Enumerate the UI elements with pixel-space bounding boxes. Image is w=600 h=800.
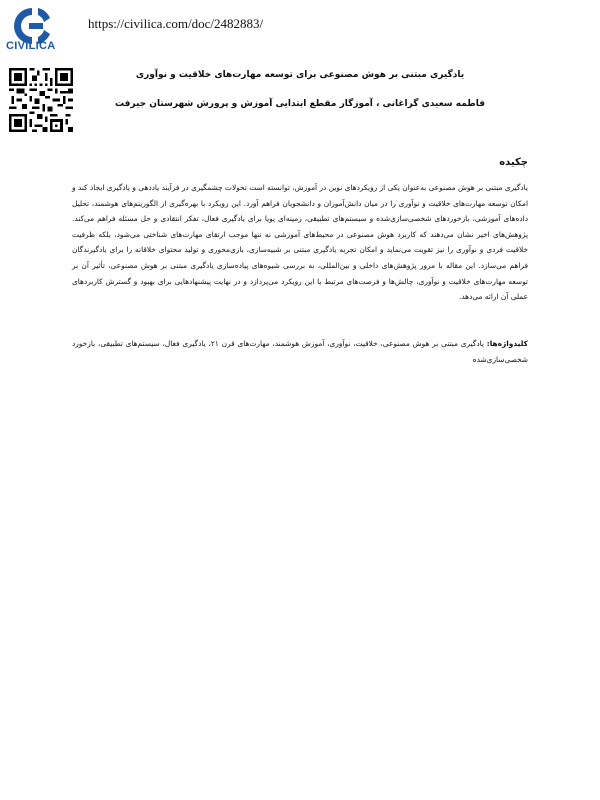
paper-authors: فاطمه سعیدی گراغانی ، آموزگار مقطع ابتدایی آموزش و پرورش شهرستان جیرفت	[114, 99, 486, 109]
paper-title: یادگیری مبتنی بر هوش مصنوعی برای توسعه مهارت‌های خلاقیت و نوآوری	[135, 70, 465, 80]
document-url[interactable]: https://civilica.com/doc/2482883/	[88, 16, 264, 31]
abstract-heading: چکیده	[499, 157, 528, 168]
logo-wordmark: CIVILICA	[6, 40, 56, 52]
abstract-text: یادگیری مبتنی بر هوش مصنوعی به‌عنوان یکی از رویکردهای نوین در آموزش، توانسته است تحولات چشمگیری در فرآیند یاددهی و یادگیری ایجاد کند و امکان توسعه مهارت‌های خلاقیت و نوآوری را در میان دانش‌آموزان و دانشجویان فراهم آورد. این رویکرد با بهره‌گیری از الگوریتم‌های هوشمند، تحلیل داده‌های آموزشی، بازخوردهای شخصی‌سازی‌شده و سیستم‌های تطبیقی، زمینه‌ای پویا برای یادگیری فعال، تفکر انتقادی و حل مسئله فراهم می‌کند. پژوهش‌های اخیر نشان می‌دهند که کاربرد هوش مصنوعی در محیط‌های آموزشی نه تنها موجب ارتقای مهارت‌های شناختی می‌شود، بلکه ظرفیت خلاقیت فردی و نوآوری را نیز تقویت می‌نماید و امکان تجربه یادگیری مبتنی بر شبیه‌سازی، بازی‌محوری و تولید محتوای خلاقانه را برای یادگیرندگان فراهم می‌سازد. این مقاله با مرور پژوهش‌های داخلی و بین‌المللی، به بررسی شیوه‌های پیاده‌سازی یادگیری مبتنی بر هوش مصنوعی، تأثیر آن بر توسعه مهارت‌های خلاقیت و نوآوری، چالش‌ها و فرصت‌های مرتبط با این رویکرد می‌پردازد و در نهایت پیشنهادهایی برای بهبود و گسترش کاربردهای عملی آن ارائه می‌دهد.	[72, 183, 528, 302]
keywords-section	[72, 336, 528, 368]
keywords-label: کلیدواژه‌ها:	[486, 339, 528, 348]
qr-code-icon	[9, 68, 73, 132]
keywords-list: یادگیری مبتنی بر هوش مصنوعی، خلاقیت، نوآوری، آموزش هوشمند، مهارت‌های قرن ۲۱، یادگیری فعال، سیستم‌های تطبیقی، بازخورد شخصی‌سازی‌شده	[72, 339, 528, 364]
